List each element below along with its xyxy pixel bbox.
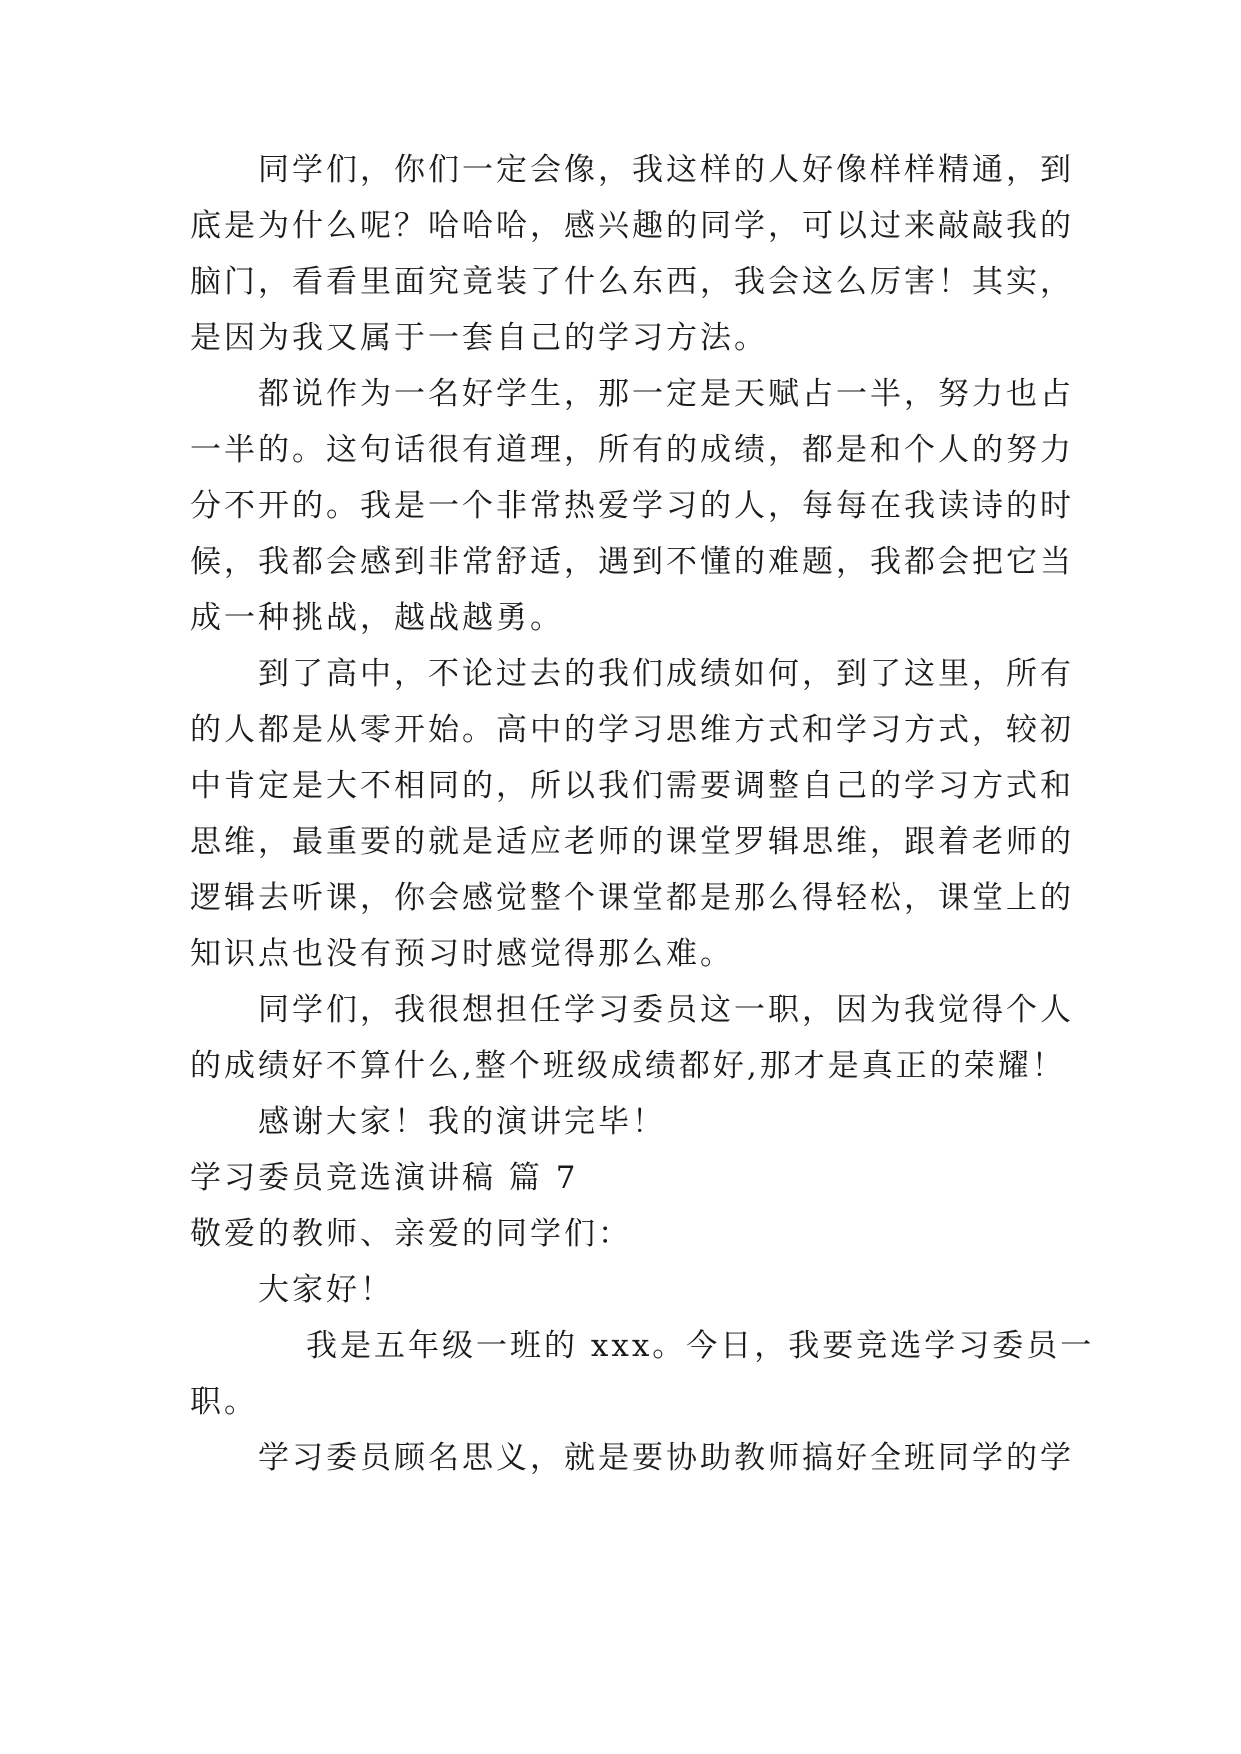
text-line: 感谢大家！我的演讲完毕！ <box>258 1104 666 1140</box>
text-line: 知识点也没有预习时感觉得那么难。 <box>190 936 734 972</box>
text-line: 逻辑去听课，你会感觉整个课堂都是那么得轻松，课堂上的 <box>190 880 1074 916</box>
text-line: 的人都是从零开始。高中的学习思维方式和学习方式，较初 <box>190 712 1074 748</box>
text-line: 候，我都会感到非常舒适，遇到不懂的难题，我都会把它当 <box>190 544 1074 580</box>
text-line: 思维，最重要的就是适应老师的课堂罗辑思维，跟着老师的 <box>190 824 1074 860</box>
text-line: 脑门，看看里面究竟装了什么东西，我会这么厉害！其实， <box>190 264 1074 300</box>
greeting: 大家好！ <box>258 1272 394 1308</box>
text-line: 的成绩好不算什么,整个班级成绩都好,那才是真正的荣耀！ <box>190 1048 1066 1084</box>
text-line: 同学们，我很想担任学习委员这一职，因为我觉得个人 <box>258 992 1074 1028</box>
text-line: 到了高中，不论过去的我们成绩如何，到了这里，所有 <box>258 656 1074 692</box>
text-line: 成一种挑战，越战越勇。 <box>190 600 564 636</box>
text-line: 是因为我又属于一套自己的学习方法。 <box>190 320 768 356</box>
text-line: 一半的。这句话很有道理，所有的成绩，都是和个人的努力 <box>190 432 1074 468</box>
text-line: 职。 <box>190 1384 258 1420</box>
text-line: 底是为什么呢？哈哈哈，感兴趣的同学，可以过来敲敲我的 <box>190 208 1074 244</box>
text-line: 同学们，你们一定会像，我这样的人好像样样精通，到 <box>258 152 1074 188</box>
section-heading: 学习委员竞选演讲稿 篇 7 <box>190 1160 579 1196</box>
salutation: 敬爱的教师、亲爱的同学们： <box>190 1216 632 1252</box>
text-line: 分不开的。我是一个非常热爱学习的人，每每在我读诗的时 <box>190 488 1074 524</box>
text-line: 我是五年级一班的 xxx。今日，我要竞选学习委员一 <box>306 1328 1095 1364</box>
text-line: 学习委员顾名思义，就是要协助教师搞好全班同学的学 <box>258 1440 1074 1476</box>
text-line: 都说作为一名好学生，那一定是天赋占一半，努力也占 <box>258 376 1074 412</box>
text-line: 中肯定是大不相同的，所以我们需要调整自己的学习方式和 <box>190 768 1074 804</box>
